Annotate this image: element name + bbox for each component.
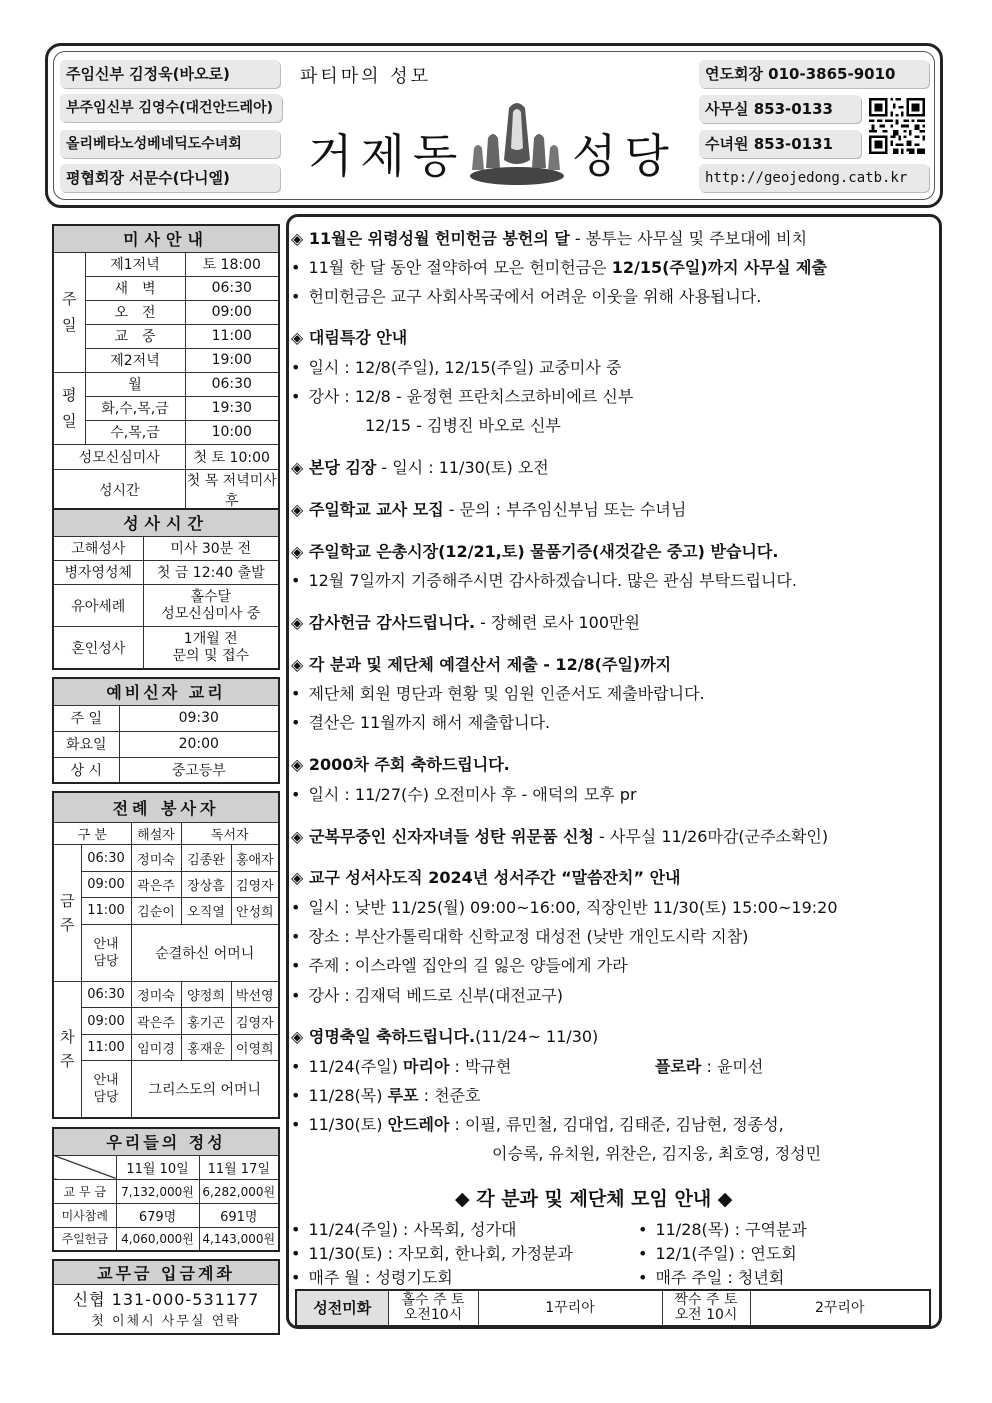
notice-grace-market: ◈ 주일학교 은총시장(12/21,토) 물품기증(새것같은 중고) 받습니다. <box>291 542 779 561</box>
server-person: 곽은주 <box>131 1008 181 1034</box>
server-person: 양정희 <box>181 981 231 1007</box>
mass-name: 수,목,금 <box>85 420 185 444</box>
feast-line <box>291 1112 784 1135</box>
server-time: 06:30 <box>81 981 131 1007</box>
servers-head-reader: 독서자 <box>181 823 279 845</box>
notice-detail: - 사무실 11/26마감(군주소확인) <box>593 827 829 846</box>
notice-soldier-gifts <box>291 824 828 847</box>
notice-bible-week: ◈ 교구 성서사도직 2024년 성서주간 “말씀잔치” 안내 <box>291 868 681 887</box>
meetings-title: ◆ 각 분과 및 제단체 모임 안내 ◆ <box>455 1188 733 1210</box>
sacraments-title: 성사시간 <box>53 509 279 536</box>
notice-teacher-recruit <box>291 497 686 520</box>
notice-line: • 12월 7일까지 기증해주시면 감사하겠습니다. 많은 관심 부탁드립니다. <box>291 568 797 591</box>
server-person: 정미숙 <box>131 845 181 871</box>
feast-date: 11/24(주일) <box>308 1057 404 1076</box>
server-time: 09:00 <box>81 871 131 897</box>
parish-name-left: 거제동 <box>308 129 466 183</box>
server-time: 11:00 <box>81 898 131 924</box>
server-person: 홍기곤 <box>181 1008 231 1034</box>
mass-name: 성시간 <box>53 469 185 511</box>
server-person: 김종완 <box>181 845 231 871</box>
mass-time: 11:00 <box>185 324 279 348</box>
feast-line <box>655 1054 763 1077</box>
saint-name: 안드레아 <box>387 1115 450 1134</box>
server-person: 오직열 <box>181 898 231 924</box>
notice-title: ◈ 11월은 위령성월 헌미헌금 봉헌의 달 <box>291 229 570 248</box>
feast-people: : 윤미선 <box>701 1057 764 1076</box>
notice-line: 12/15 - 김병진 바오로 신부 <box>365 416 561 435</box>
notice-2000th-meeting: ◈ 2000차 주회 축하드립니다. <box>291 755 510 774</box>
offerings-table <box>52 1127 280 1252</box>
notice-detail: (11/24~ 11/30) <box>475 1027 599 1046</box>
odd-week-group: 1꾸리아 <box>478 1290 662 1326</box>
notice-title: ◈ 본당 김장 <box>291 458 377 477</box>
fatima-statue-logo <box>468 98 566 186</box>
feast-people: : 박규현 <box>449 1057 512 1076</box>
mass-name: 월 <box>85 372 185 396</box>
server-person: 정미숙 <box>131 981 181 1007</box>
servers-head-type: 구 분 <box>53 823 131 845</box>
mass-time: 첫 토 10:00 <box>185 444 279 469</box>
mass-name: 제1저녁 <box>85 252 185 276</box>
saint-name: 루포 <box>387 1086 419 1105</box>
sacrament-name: 병자영성체 <box>53 560 143 584</box>
offering-value: 691명 <box>199 1203 279 1227</box>
offering-value: 7,132,000원 <box>116 1179 199 1203</box>
notice-line: • 일시 : 12/8(주일), 12/15(주일) 교중미사 중 <box>291 355 621 378</box>
server-time: 09:00 <box>81 1008 131 1034</box>
yeondo-contact-pill: 연도회장 010-3865-9010 <box>699 60 929 88</box>
notice-title: ◈ 감사헌금 감사드립니다. <box>291 613 476 632</box>
class-day: 주 일 <box>53 705 119 731</box>
offering-value: 6,282,000원 <box>199 1179 279 1203</box>
meeting-item: • 11/30(토) : 자모회, 한나회, 가정분과 <box>291 1241 573 1264</box>
meeting-item: • 12/1(주일) : 연도회 <box>638 1241 797 1264</box>
notice-line: • 주제 : 이스라엘 집안의 길 잃은 양들에게 가라 <box>291 953 628 976</box>
notice-detail: - 장혜련 로사 100만원 <box>475 613 640 632</box>
offering-value: 679명 <box>116 1203 199 1227</box>
convent-phone-pill: 수녀원 853-0131 <box>699 130 861 158</box>
meeting-item: • 매주 월 : 성령기도회 <box>291 1265 453 1288</box>
offerings-corner <box>53 1155 116 1179</box>
this-week-label: 금 주 <box>53 845 81 982</box>
offering-label: 주일헌금 <box>53 1227 116 1251</box>
feast-people: : 천준호 <box>418 1086 481 1105</box>
guide-group: 순결하신 어머니 <box>131 924 279 981</box>
server-person: 홍재운 <box>181 1034 231 1060</box>
mass-time: 첫 목 저녁미사 후 <box>185 469 279 511</box>
server-person: 장상흠 <box>181 871 231 897</box>
notice-text: 11월 한 달 동안 절약하여 모은 헌미헌금은 <box>308 258 612 277</box>
notice-title: ◈ 군복무중인 신자자녀들 성탄 위문품 신청 <box>291 827 594 846</box>
notice-title: ◈ 영명축일 축하드립니다. <box>291 1027 476 1046</box>
sacrament-time: 미사 30분 전 <box>143 536 279 560</box>
sisters-pill: 올리베타노성베네딕도수녀회 <box>60 130 280 158</box>
notice-emphasis: 12/15(주일)까지 사무실 제출 <box>611 258 827 277</box>
notice-feast-days <box>291 1024 598 1047</box>
pastor-pill: 주임신부 김정욱(바오로) <box>60 60 280 88</box>
servers-head-commentator: 해설자 <box>131 823 181 845</box>
class-time: 중고등부 <box>119 757 279 783</box>
notice-line: • 헌미헌금은 교구 사회사목국에서 어려운 이웃을 위해 사용됩니다. <box>291 284 761 307</box>
catechumen-title: 예비신자 교리 <box>53 678 279 705</box>
server-time: 11:00 <box>81 1034 131 1060</box>
saint-name: 플로라 <box>655 1057 702 1076</box>
class-day: 상 시 <box>53 757 119 783</box>
server-person: 김영자 <box>231 1008 279 1034</box>
mass-name: 성모신심미사 <box>53 444 185 469</box>
mass-time: 06:30 <box>185 276 279 300</box>
assistant-pastor-pill: 부주임신부 김영수(대건안드레아) <box>60 94 282 122</box>
notice-detail: - 봉투는 사무실 및 주보대에 비치 <box>569 229 808 248</box>
account-table <box>52 1259 280 1335</box>
qr-code-icon[interactable] <box>869 98 925 154</box>
server-time: 06:30 <box>81 845 131 871</box>
odd-week-schedule: 홀수 주 토 오전10시 <box>388 1290 478 1326</box>
server-person: 임미경 <box>131 1034 181 1060</box>
feast-line <box>291 1083 480 1106</box>
mass-name: 오 전 <box>85 300 185 324</box>
class-time: 20:00 <box>119 731 279 757</box>
offering-label: 미사참례 <box>53 1203 116 1227</box>
feast-date: 11/28(목) <box>308 1086 388 1105</box>
guide-group: 그리스도의 어머니 <box>131 1061 279 1118</box>
patron-subtitle: 파티마의 성모 <box>300 66 432 87</box>
feast-date: 11/30(토) <box>308 1115 388 1134</box>
notice-detail: - 일시 : 11/30(토) 오전 <box>376 458 549 477</box>
next-week-label: 차 주 <box>53 981 81 1118</box>
meeting-item: • 11/24(주일) : 사목회, 성가대 <box>291 1217 516 1240</box>
decoration-label: 성전미화 <box>296 1290 388 1326</box>
sacraments-table <box>52 508 280 670</box>
catechumen-table <box>52 677 280 784</box>
notice-line: • 일시 : 낮반 11/25(월) 09:00~16:00, 직장인반 11/30(토) 15:00~19:20 <box>291 895 838 918</box>
feast-line <box>291 1054 511 1077</box>
notice-line <box>291 255 827 278</box>
server-person: 김순이 <box>131 898 181 924</box>
mass-time: 토 18:00 <box>185 252 279 276</box>
server-person: 안성희 <box>231 898 279 924</box>
sanctuary-decoration-table <box>295 1289 931 1327</box>
class-day: 화요일 <box>53 731 119 757</box>
account-title: 교무금 입금계좌 <box>53 1260 279 1285</box>
mass-title: 미사안내 <box>53 225 279 252</box>
meeting-item: • 매주 주일 : 청년회 <box>638 1265 784 1288</box>
guide-label: 안내 담당 <box>81 1061 131 1118</box>
mass-time: 10:00 <box>185 420 279 444</box>
notice-line: • 일시 : 11/27(수) 오전미사 후 - 애덕의 모후 pr <box>291 782 637 805</box>
notice-line: • 장소 : 부산가톨릭대학 신학교정 대성전 (낮반 개인도시락 지참) <box>291 924 748 947</box>
saint-name: 마리아 <box>403 1057 450 1076</box>
notice-line: • 제단체 회원 명단과 현황 및 임원 인준서도 제출바랍니다. <box>291 681 705 704</box>
weekday-label: 평 일 <box>53 372 85 444</box>
mass-time: 09:00 <box>185 300 279 324</box>
server-person: 홍애자 <box>231 845 279 871</box>
notice-kimchi <box>291 455 549 478</box>
server-person: 박선영 <box>231 981 279 1007</box>
office-phone-pill: 사무실 853-0133 <box>699 95 861 123</box>
mass-name: 화,수,목,금 <box>85 396 185 420</box>
even-week-group: 2꾸리아 <box>750 1290 930 1326</box>
offering-value: 4,143,000원 <box>199 1227 279 1251</box>
meeting-item: • 11/28(목) : 구역분과 <box>638 1217 807 1240</box>
sacrament-name: 혼인성사 <box>53 627 143 669</box>
class-time: 09:30 <box>119 705 279 731</box>
sacrament-time: 1개월 전 문의 및 접수 <box>143 627 279 669</box>
website-link[interactable]: http://geojedong.catb.kr <box>699 164 929 192</box>
mass-name: 제2저녁 <box>85 348 185 372</box>
sacrament-name: 유아세례 <box>53 584 143 626</box>
mass-time: 19:00 <box>185 348 279 372</box>
account-note: 첫 이체시 사무실 연락 <box>91 1314 241 1329</box>
servers-title: 전례 봉사자 <box>53 792 279 823</box>
notice-line: • 강사 : 김재덕 베드로 신부(대전교구) <box>291 983 563 1006</box>
notice-line: • 결산은 11월까지 해서 제출합니다. <box>291 710 550 733</box>
council-president-pill: 평협회장 서문수(다니엘) <box>60 164 280 192</box>
notice-thanks-offering <box>291 610 640 633</box>
notice-advent-lecture: ◈ 대림특강 안내 <box>291 328 408 347</box>
mass-time: 19:30 <box>185 396 279 420</box>
offerings-title: 우리들의 정성 <box>53 1128 279 1155</box>
feast-line: 이승록, 유치원, 위찬은, 김지웅, 최호영, 정성민 <box>492 1144 822 1163</box>
sacrament-time: 첫 금 12:40 출발 <box>143 560 279 584</box>
account-body <box>53 1285 279 1335</box>
even-week-schedule: 짝수 주 토 오전 10시 <box>662 1290 750 1326</box>
account-number: 신협 131-000-531177 <box>72 1290 260 1309</box>
mass-time: 06:30 <box>185 372 279 396</box>
notice-detail: - 문의 : 부주임신부님 또는 수녀님 <box>443 500 687 519</box>
mass-name: 교 중 <box>85 324 185 348</box>
notice-budget-report: ◈ 각 분과 및 제단체 예결산서 제출 - 12/8(주일)까지 <box>291 655 672 674</box>
offering-date: 11월 10일 <box>116 1155 199 1179</box>
server-person: 곽은주 <box>131 871 181 897</box>
guide-label: 안내 담당 <box>81 924 131 981</box>
liturgy-servers-table <box>52 791 280 1119</box>
sacrament-time: 홀수달 성모신심미사 중 <box>143 584 279 626</box>
notice-title: ◈ 주일학교 교사 모집 <box>291 500 444 519</box>
notice-line: • 강사 : 12/8 - 윤정현 프란치스코하비에르 신부 <box>291 384 633 407</box>
offering-value: 4,060,000원 <box>116 1227 199 1251</box>
parish-name-right: 성당 <box>572 129 677 183</box>
mass-name: 새 벽 <box>85 276 185 300</box>
server-person: 이영희 <box>231 1034 279 1060</box>
feast-people: : 이필, 류민철, 김대업, 김태준, 김남현, 정종성, <box>449 1115 784 1134</box>
mass-schedule-table <box>52 224 280 512</box>
offering-date: 11월 17일 <box>199 1155 279 1179</box>
notice-offering-month <box>291 226 807 249</box>
sacrament-name: 고해성사 <box>53 536 143 560</box>
offering-label: 교 무 금 <box>53 1179 116 1203</box>
server-person: 김영자 <box>231 871 279 897</box>
sunday-label: 주 일 <box>53 252 85 372</box>
